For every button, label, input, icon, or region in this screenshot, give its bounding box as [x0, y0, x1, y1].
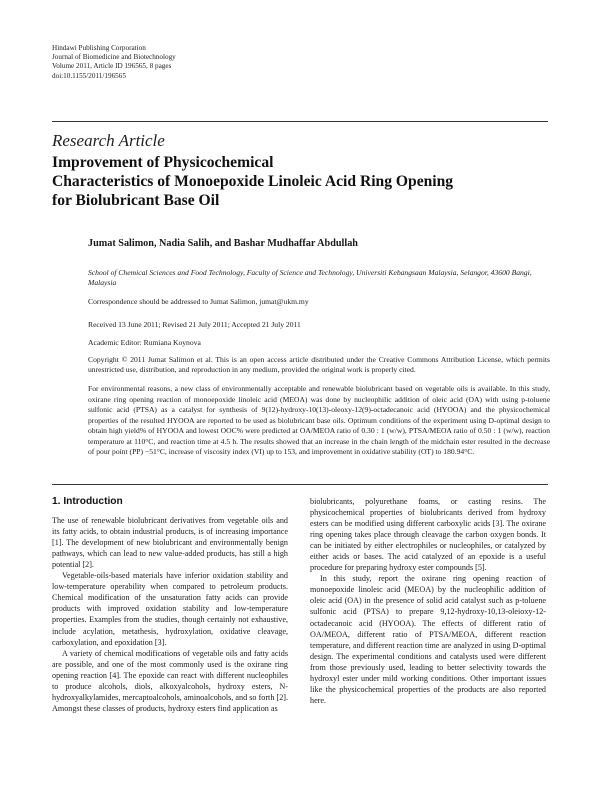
- right-column: [310, 496, 546, 706]
- publisher-name: Hindawi Publishing Corporation: [52, 44, 146, 52]
- title-line-2: Characteristics of Monoepoxide Linoleic Acid Ring Opening: [52, 173, 454, 191]
- affiliation: School of Chemical Sciences and Food Technology, Faculty of Science and Technology, Universiti Kebangsaan Malaysia, Selangor, 43600 Bangi, Malaysia: [88, 268, 532, 288]
- intro-paragraph-3: A variety of chemical modifications of vegetable oils and fatty acids are possible, and one of the most commonly used is the oxirane ring opening reaction [4]. The epoxide can react with different nucleophiles to produce alcohols, diols, alkoxyalcohols, hydroxy esters, N-hydroxyalkylamides, mercaptoalcohols, aminoalcohols, and so forth [2]. Amongst these classes of products, hydroxy esters find application as: [52, 648, 288, 713]
- journal-info: [52, 44, 176, 81]
- copyright-notice: Copyright © 2011 Jumat Salimon et al. This is an open access article distributed under the Creative Commons Attribution License, which permits unrestricted use, distribution, and reproduction in any medium, provided the original work is properly cited.: [88, 355, 550, 375]
- intro-paragraph-1: The use of renewable biolubricant derivatives from vegetable oils and its fatty acids, to obtain industrial products, is of increasing importance [1]. The development of new biolubricant and environmentally benign pathways, which can lead to new value-added products, has still a high potential [2].: [52, 516, 288, 570]
- intro-paragraph-5: In this study, report the oxirane ring opening reaction of monoepoxide linoleic acid (MEOA) by the nucleophilic addition of oleic acid (OA) in the presence of solid acid catalyst such as p-toluene sulfonic acid (PTSA) to prepare 9,12-hydroxy-10,13-oleioxy-12-octadecanoic acid (HYOOA). The effects of different ratio of OA/MEOA, different ratio of PTSA/MEOA, different reaction temperature, and different reaction time are analyzed in using D-optimal design. The experimental conditions and catalysts used were different from those previously used, leading to better selectivity towards the hydroxyl ester under mild working conditions. Other important issues like the physicochemical properties of the products are also reported here.: [310, 574, 546, 705]
- abstract-divider: [52, 484, 548, 485]
- journal-name: Journal of Biomedicine and Biotechnology: [52, 53, 176, 62]
- title-line-3: for Biolubricant Base Oil: [52, 192, 220, 210]
- left-column: [52, 496, 288, 714]
- received-dates: Received 13 June 2011; Revised 21 July 2011; Accepted 21 July 2011: [88, 320, 301, 329]
- title-line-1: Improvement of Physicochemical: [52, 154, 274, 171]
- abstract: For environmental reasons, a new class of environmentally acceptable and renewable biolubricant based on vegetable oils is available. In this study, oxirane ring opening reaction of monoepoxide linoleic acid (MEOA) was done by nucleophilic addition of oleic acid (OA) with using p-toluene sulfonic acid (PTSA) as a catalyst for synthesis of 9(12)-hydroxy-10(13)-oleoxy-12(9)-octadecanoic acid (HYOOA) and the physicochemical properties of the resulted HYOOA are reported to be used as biolubricant base oils. Optimum conditions of the experiment using D-optimal design to obtain high yield% of HYOOA and lowest OOC% were predicted at OA/MEOA ratio of 0.30 : 1 (w/w), PTSA/MEOA ratio of 0.50 : 1 (w/w), reaction temperature at 110°C, and reaction time at 4.5 h. The results showed that an increase in the chain length of the midchain ester resulted in the decrease of pour point (PP) −51°C, increase of viscosity index (VI) up to 153, and improvement in oxidative stability (OT) to 180.94°C.: [88, 384, 550, 456]
- article-type: Research Article: [52, 131, 165, 150]
- paper-title: [52, 153, 552, 211]
- authors: Jumat Salimon, Nadia Salih, and Bashar Mudhaffar Abdullah: [88, 238, 358, 249]
- volume-info: Volume 2011, Article ID 196565, 8 pages: [52, 62, 172, 71]
- header-divider: [52, 121, 548, 122]
- correspondence: Correspondence should be addressed to Jumat Salimon, jumat@ukm.my: [88, 297, 309, 306]
- intro-paragraph-4: biolubricants, polyurethane foams, or casting resins. The physicochemical properties of biolubricants derived from hydroxy esters can be modified using different carboxylic acids [3]. The oxirane ring opening takes place through cleavage the carbon oxygen bonds. It can be initiated by either electrophiles or nucleophiles, or catalyzed by either acids or bases. The acid catalyzed of an epoxide is a useful procedure for preparing hydroxy ester compounds [5].: [310, 497, 546, 573]
- academic-editor: Academic Editor: Rumiana Koynova: [88, 338, 201, 347]
- doi: doi:10.1155/2011/196565: [52, 71, 126, 80]
- intro-paragraph-2: Vegetable-oils-based materials have inferior oxidation stability and low-temperature operability when compared to petroleum products. Chemical modification of the unsaturation fatty acids can provide products with improved oxidation stability and low-temperature properties. Examples from the studies, though certainly not exhaustive, include acylation, metathesis, hydroxylation, oxidative cleavage, carboxylation, and epoxidation [3].: [52, 571, 288, 647]
- section-heading-introduction: 1. Introduction: [52, 496, 123, 507]
